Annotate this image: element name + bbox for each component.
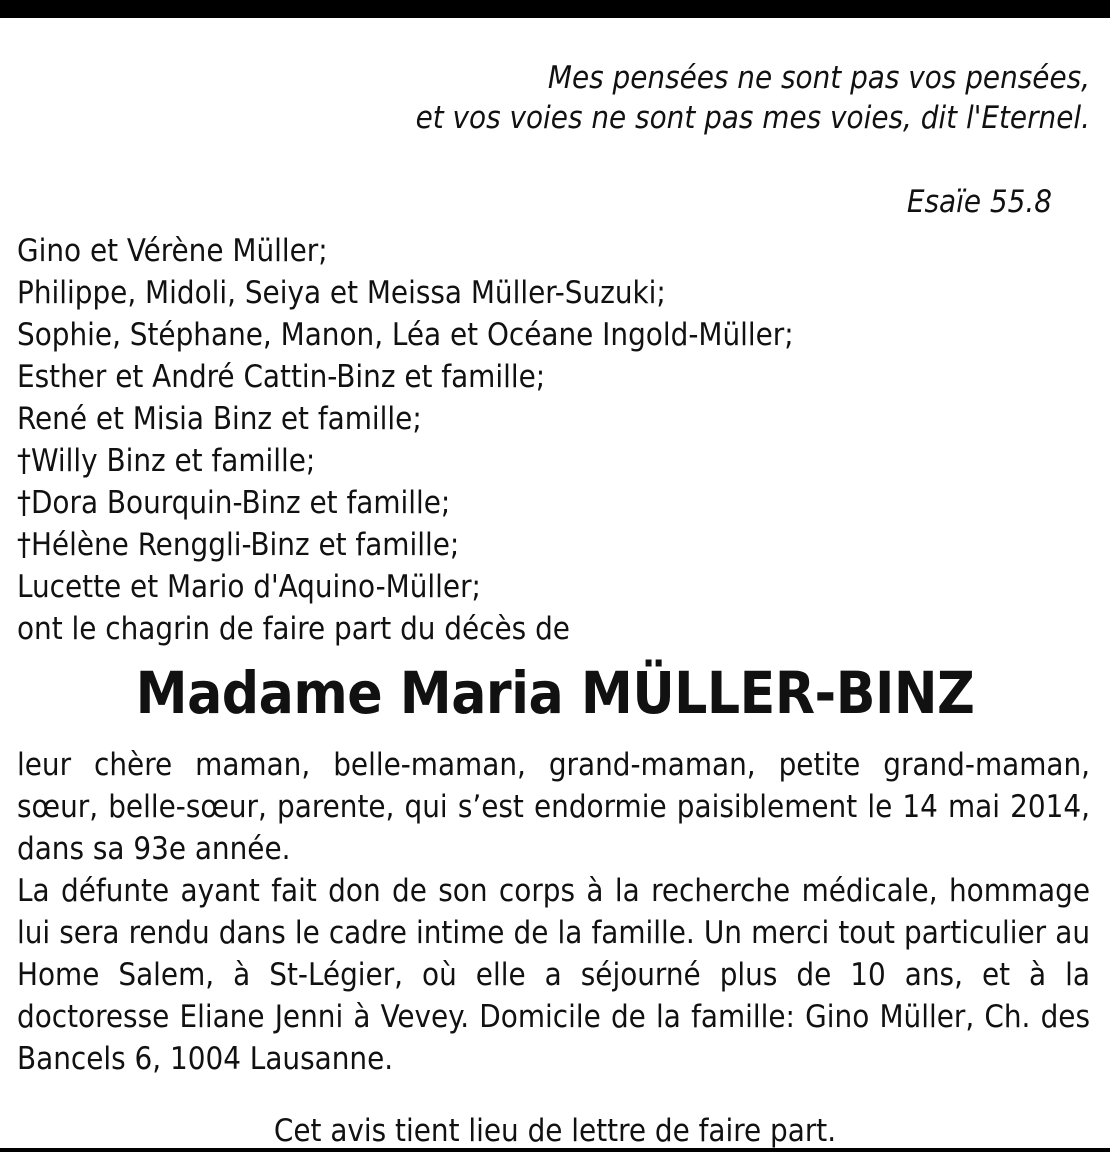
- mourner-line: Gino et Vérène Müller;: [17, 233, 328, 269]
- footer-note: Cet avis tient lieu de lettre de faire part.: [273, 1113, 837, 1149]
- bible-verse: [190, 58, 1090, 138]
- notice-body: [17, 744, 1090, 1080]
- mourner-line: †Dora Bourquin-Binz et famille;: [17, 485, 451, 521]
- mourner-line: Esther et André Cattin-Binz et famille;: [17, 359, 546, 395]
- mourner-line: Sophie, Stéphane, Manon, Léa et Océane Ingold-Müller;: [17, 317, 794, 353]
- mourner-line: Philippe, Midoli, Seiya et Meissa Müller-Suzuki;: [17, 275, 666, 311]
- mourner-line: †Hélène Renggli-Binz et famille;: [17, 527, 460, 563]
- verse-line-2: et vos voies ne sont pas mes voies, dit l'Eternel.: [415, 100, 1090, 136]
- announcement-line: ont le chagrin de faire part du décès de: [17, 611, 570, 647]
- mourner-line: René et Misia Binz et famille;: [17, 401, 422, 437]
- mourners-list: [17, 230, 1087, 650]
- deceased-name: Madame Maria MÜLLER-BINZ: [135, 659, 975, 727]
- body-paragraph: leur chère maman, belle-maman, grand-maman, petite grand-maman, sœur, belle-sœur, parente, qui s’est endormie paisiblement le 14 mai 2014, dans sa 93e année.: [17, 747, 1090, 867]
- verse-line-1: Mes pensées ne sont pas vos pensées,: [547, 60, 1090, 96]
- verse-reference: Esaïe 55.8: [906, 184, 1052, 220]
- mourner-line: Lucette et Mario d'Aquino-Müller;: [17, 569, 481, 605]
- body-paragraph: La défunte ayant fait don de son corps à la recherche médicale, hommage lui sera rendu dans le cadre intime de la famille. Un merci tout particulier au Home Salem, à St-Légier, où elle a séjourné plus de 10 ans, et à la doctoresse Eliane Jenni à Vevey. Domicile de la famille: Gino Müller, Ch. des Bancels 6, 1004 Lausanne.: [17, 873, 1090, 1077]
- mourner-line: †Willy Binz et famille;: [17, 443, 316, 479]
